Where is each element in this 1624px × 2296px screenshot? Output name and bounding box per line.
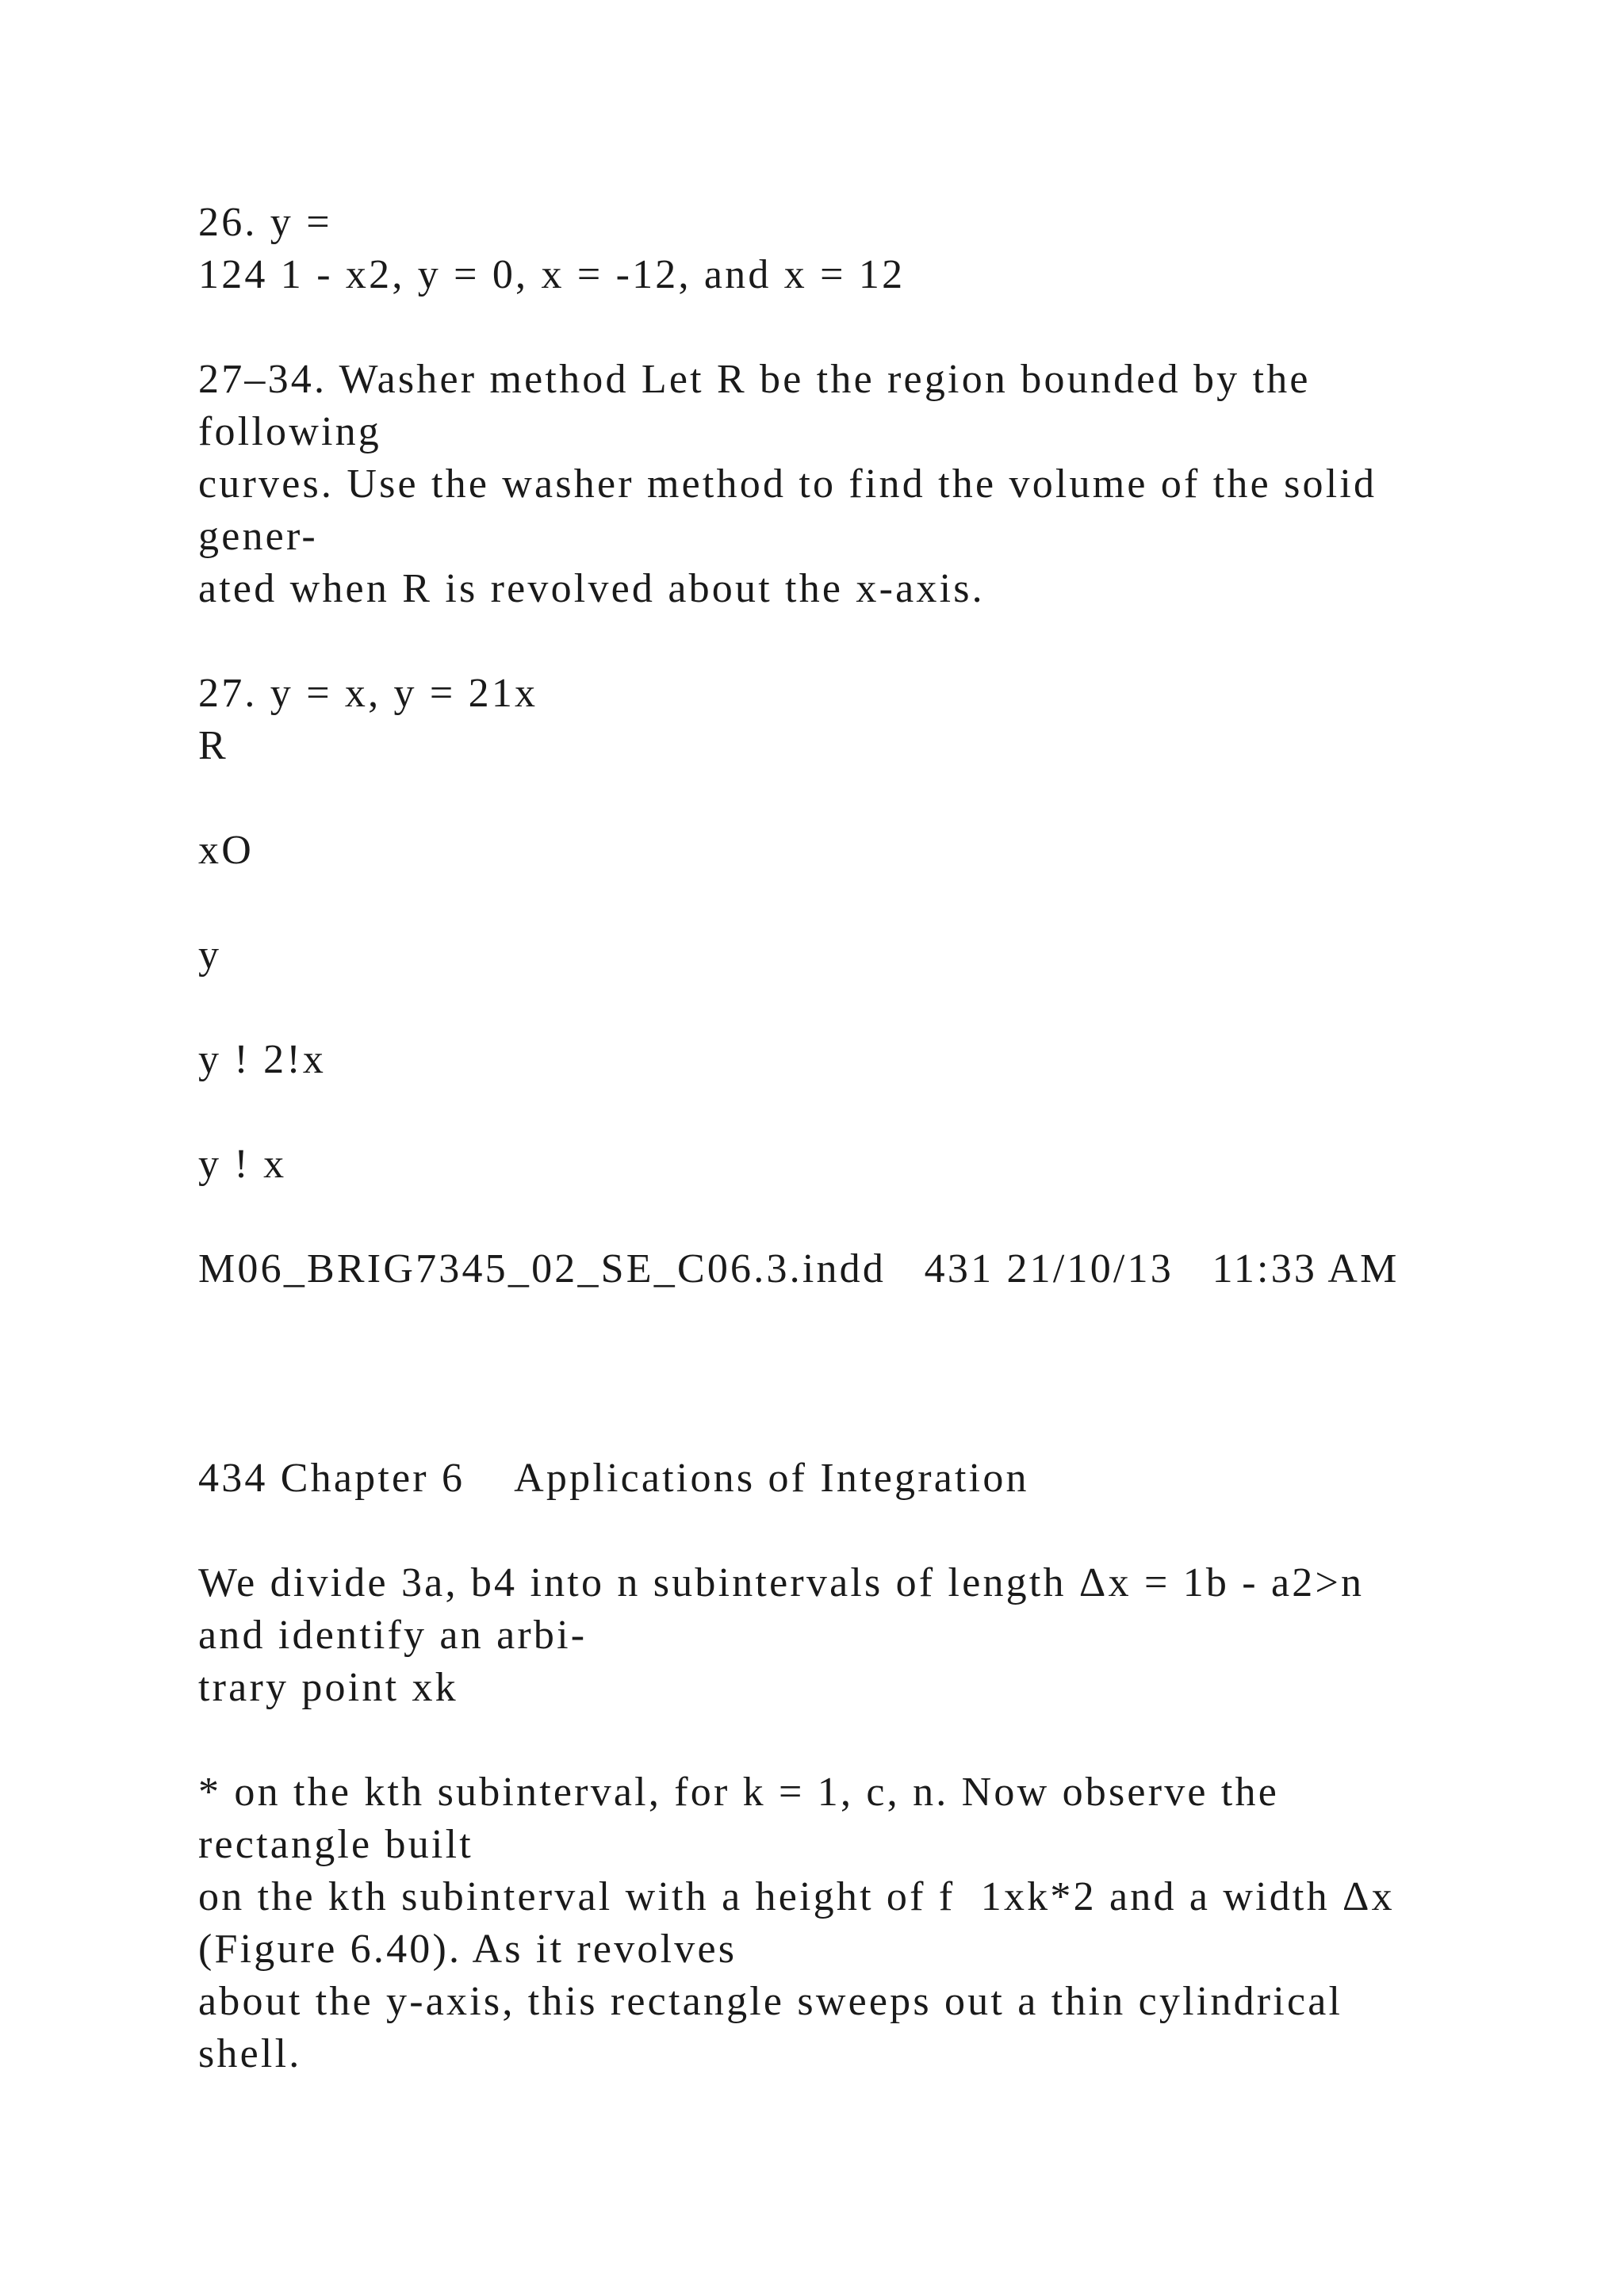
figure-curve-label: y ! x	[198, 1142, 287, 1187]
body-text-line: * on the kth subinterval, for k = 1, c, n. Now observe the	[198, 1770, 1280, 1815]
body-text-line: shell.	[198, 2031, 302, 2076]
figure-curve-label: y ! 2!x	[198, 1037, 327, 1082]
washer-method-text: gener-	[198, 514, 318, 559]
body-text-line: We divide 3a, b4 into n subintervals of length Δx = 1b - a2>n	[198, 1560, 1365, 1605]
body-text-line: rectangle built	[198, 1822, 473, 1867]
chapter-header: 434 Chapter 6 Applications of Integration	[198, 1456, 1029, 1501]
figure-label-r: R	[198, 723, 228, 768]
figure-label-xo: xO	[198, 828, 254, 873]
exercise-26-equation: 124 1 - x2, y = 0, x = -12, and x = 12	[198, 252, 906, 297]
body-text-line: and identify an arbi-	[198, 1613, 588, 1658]
washer-method-text: curves. Use the washer method to find the volume of the solid	[198, 461, 1377, 507]
body-text-line: (Figure 6.40). As it revolves	[198, 1927, 737, 1972]
body-text-line: on the kth subinterval with a height of f 1xk*2 and a width Δx	[198, 1874, 1395, 1919]
file-slug-line: M06_BRIG7345_02_SE_C06.3.indd 431 21/10/13 11:33 AM	[198, 1246, 1400, 1292]
body-text-line: trary point xk	[198, 1665, 458, 1710]
washer-method-heading: 27–34. Washer method Let R be the region bounded by the	[198, 357, 1311, 402]
exercise-26-label: 26. y =	[198, 200, 332, 245]
exercise-27-equation: 27. y = x, y = 21x	[198, 671, 538, 716]
washer-method-text: following	[198, 409, 382, 454]
body-text-line: about the y-axis, this rectangle sweeps out a thin cylindrical	[198, 1979, 1343, 2024]
figure-label-y: y	[198, 932, 222, 978]
washer-method-text: ated when R is revolved about the x-axis.	[198, 566, 985, 611]
